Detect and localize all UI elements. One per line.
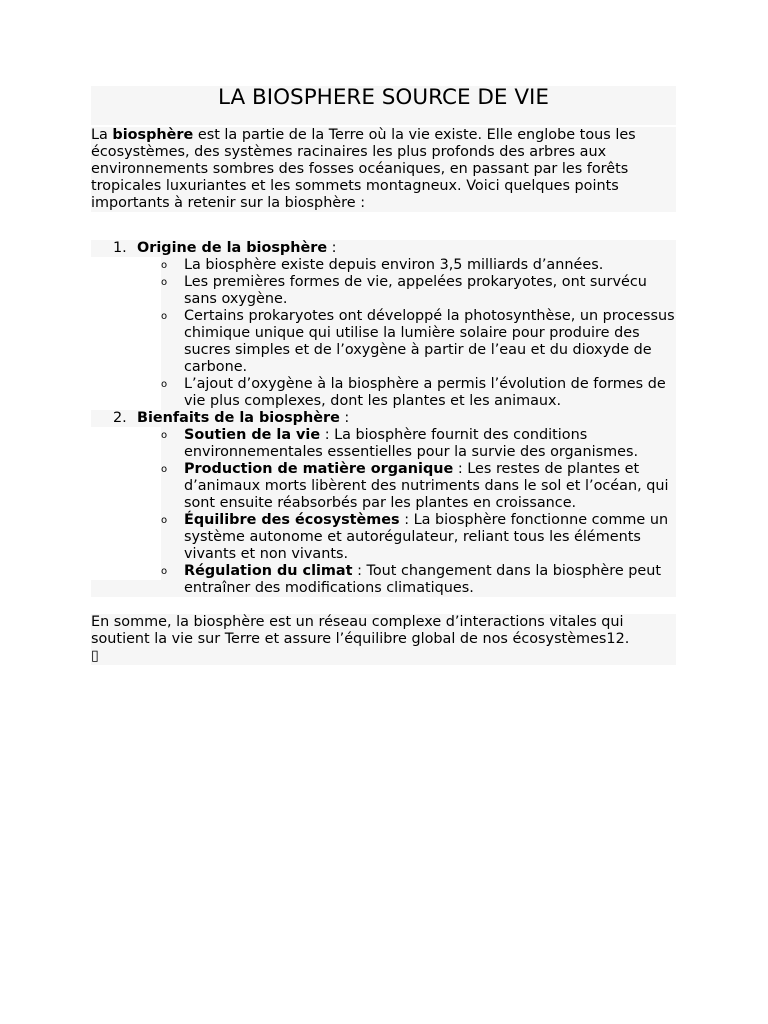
document-content — [91, 86, 676, 665]
circle-bullet-icon: o — [161, 464, 168, 475]
document-title-block — [91, 86, 676, 125]
section-number: 1. — [113, 240, 127, 256]
section-heading: Origine de la biosphère — [137, 240, 328, 256]
section-number: 2. — [113, 410, 127, 426]
sub-list-benefits — [137, 427, 676, 597]
list-section-benefits — [91, 410, 676, 597]
circle-bullet-icon: o — [161, 430, 168, 441]
circle-bullet-icon: o — [161, 311, 168, 322]
conclusion-paragraph — [91, 614, 676, 665]
document-title: LA BIOSPHERE SOURCE DE VIE — [218, 85, 549, 110]
list-item: o L’ajout d’oxygène à la biosphère a permis l’évolution de formes de vie plus complexes, dont les plantes et les animaux. — [161, 376, 666, 409]
list-item: o Équilibre des écosystèmes : La biosphère fonctionne comme un système autonome et autorégulateur, reliant tous les éléments vivants et non vivants. — [161, 512, 669, 562]
intro-bold-term: biosphère — [112, 127, 194, 143]
list-section-origin — [91, 240, 676, 410]
conclusion-text: En somme, la biosphère est un réseau complexe d’interactions vitales qui soutient la vie sur Terre et assure l’équilibre global de nos écosystèmes12. — [91, 614, 630, 647]
circle-bullet-icon: o — [161, 515, 168, 526]
circle-bullet-icon: o — [161, 379, 168, 390]
intro-paragraph — [91, 127, 676, 212]
intro-text-start: La — [91, 127, 113, 143]
placeholder-glyph-icon: ▯ — [91, 648, 99, 664]
list-item: o La biosphère existe depuis environ 3,5 milliards d’années. — [161, 257, 604, 273]
circle-bullet-icon: o — [161, 277, 168, 288]
numbered-list — [91, 240, 676, 597]
intro-text-end: est la partie de la Terre où la vie existe. Elle englobe tous les écosystèmes, des systèmes racinaires les plus profonds des arbres aux environnements sombres des fosses océaniques, en passant par les forêts tropicales luxuriantes et les sommets montagneux. Voici quelques points importants à retenir sur la biosphère : — [91, 127, 636, 211]
list-item: o Certains prokaryotes ont développé la photosynthèse, un processus chimique unique qui utilise la lumière solaire pour produire des sucres simples et de l’oxygène à partir de l’eau et du dioxyde de carbone. — [161, 308, 675, 375]
circle-bullet-icon: o — [161, 260, 168, 271]
list-item: o Soutien de la vie : La biosphère fournit des conditions environnementales essentielles pour la survie des organismes. — [161, 427, 639, 460]
sub-list-origin — [137, 257, 676, 410]
circle-bullet-icon: o — [161, 566, 168, 577]
list-item: o Les premières formes de vie, appelées prokaryotes, ont survécu sans oxygène. — [161, 274, 647, 307]
list-item: o Régulation du climat : Tout changement dans la biosphère peut entraîner des modifications climatiques. — [161, 563, 662, 596]
numbered-list-wrapper — [91, 240, 676, 597]
list-item: o Production de matière organique : Les restes de plantes et d’animaux morts libèrent des nutriments dans le sol et l’océan, qui sont ensuite réabsorbés par les plantes en croissance. — [161, 461, 669, 511]
section-heading: Bienfaits de la biosphère — [137, 410, 340, 426]
section-heading-suffix: : — [339, 410, 350, 426]
section-heading-suffix: : — [327, 240, 337, 256]
